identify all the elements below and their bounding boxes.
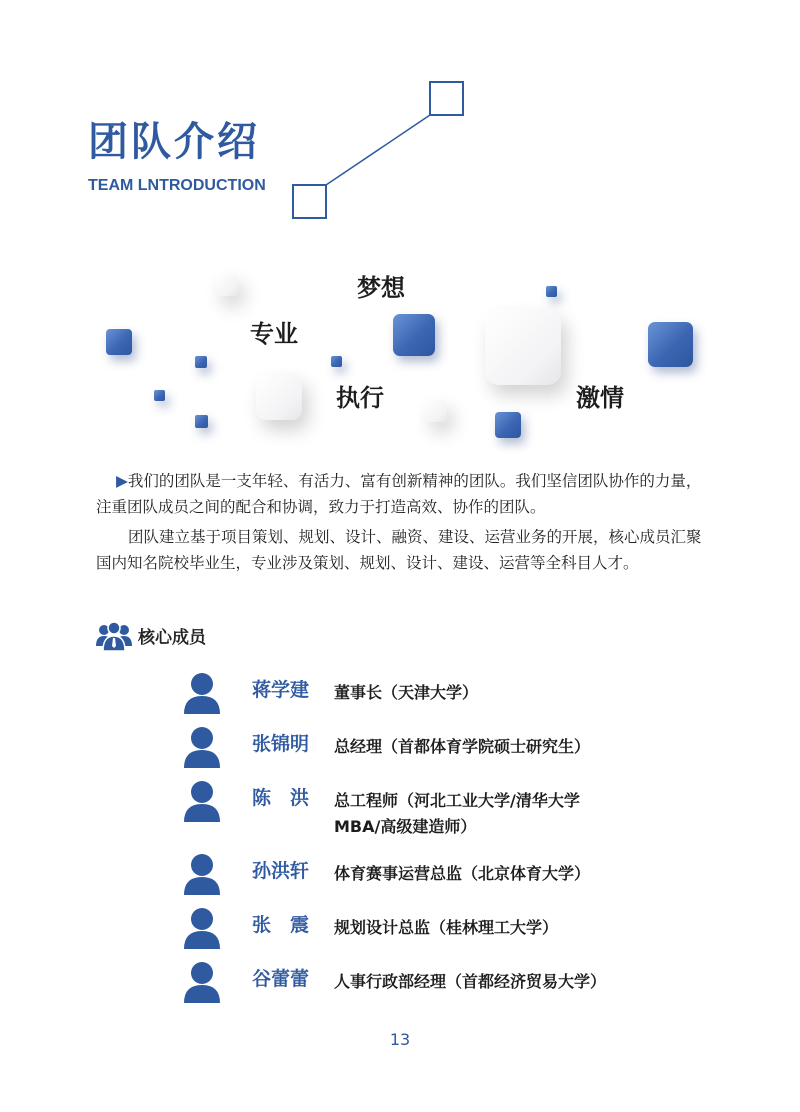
keyword-execution: 执行 [336,384,384,412]
member-row [182,672,702,716]
member-row [182,853,702,897]
blue-square-3 [393,314,435,356]
blue-square-2 [106,329,132,355]
blue-square-1 [546,286,557,297]
member-row [182,780,702,844]
member-role: 人事行政部经理（首都经济贸易大学） [334,972,607,991]
member-name: 张锦明 [252,733,310,755]
core-members-label: 核心成员 [138,628,206,648]
member-role: 总工程师（河北工业大学/清华大学MBA/高级建造师） [334,791,580,836]
member-role: 董事长（天津大学） [334,683,479,702]
blue-square-5 [195,356,207,368]
decorative-squares-line [0,0,800,260]
white-square-4 [425,400,447,422]
blue-square-9 [495,412,521,438]
intro-paragraph-2 [96,524,712,576]
team-group-icon [96,620,132,652]
deco-connector [326,115,430,185]
page-subtitle: TEAM LNTRODUCTION [88,177,266,194]
member-role: 体育赛事运营总监（北京体育大学） [334,864,591,883]
member-name: 张 震 [252,914,310,936]
member-name: 谷蕾蕾 [252,968,310,990]
page-number: 13 [389,1030,411,1049]
deco-square-bottom [293,185,326,218]
intro-text-1: 我们的团队是一支年轻、有活力、富有创新精神的团队。我们坚信团队协作的力量，注重团队成员之间的配合和协调，致力于打造高效、协作的团队。 [96,472,702,516]
intro-text-2: 团队建立基于项目策划、规划、设计、融资、建设、运营业务的开展，核心成员汇聚国内知名院校毕业生，专业涉及策划、规划、设计、建设、运营等全科目人才。 [96,528,702,572]
person-icon [182,672,222,716]
person-icon [182,780,222,824]
member-role: 规划设计总监（桂林理工大学） [334,918,559,937]
blue-square-4 [648,322,693,367]
person-icon [182,726,222,770]
deco-square-top [430,82,463,115]
member-name: 孙洪轩 [252,860,310,882]
bullet-arrow-icon: ▶ [116,472,128,490]
white-square-1 [216,274,238,296]
white-square-2 [485,309,561,385]
keyword-passion: 激情 [576,384,624,412]
page-title: 团队介绍 [88,119,260,165]
member-name: 陈 洪 [252,787,310,809]
member-role: 总经理（首都体育学院硕士研究生） [334,737,591,756]
blue-square-6 [331,356,342,367]
member-row [182,961,702,1005]
blue-square-8 [195,415,208,428]
keyword-professional: 专业 [250,320,298,348]
member-name: 蒋学建 [252,679,310,701]
intro-paragraph-1 [96,468,712,520]
person-icon [182,853,222,897]
person-icon [182,961,222,1005]
blue-square-7 [154,390,165,401]
white-square-3 [256,374,302,420]
member-row [182,726,702,770]
person-icon [182,907,222,951]
keyword-dream: 梦想 [357,274,405,302]
member-row [182,907,702,951]
